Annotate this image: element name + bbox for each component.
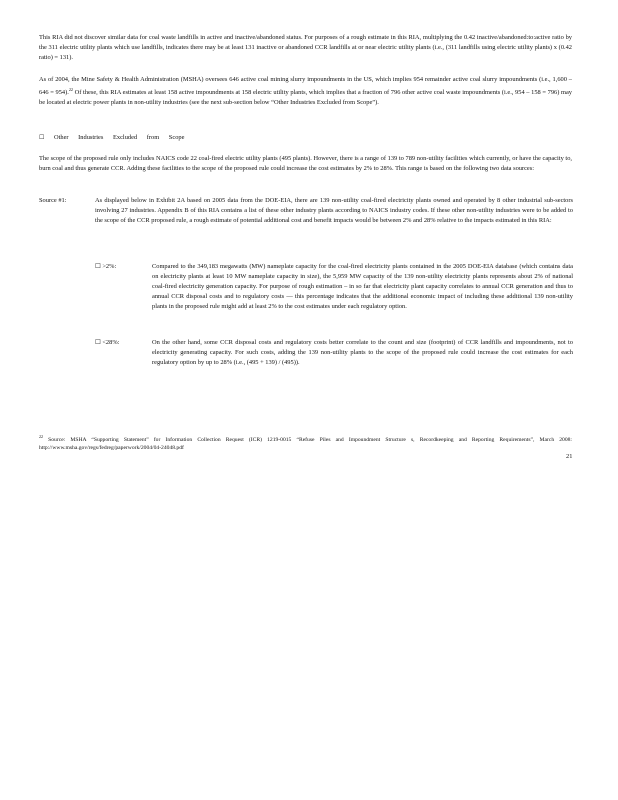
checkbox-bullet-icon: ☐ bbox=[39, 134, 45, 141]
footnote-reference: 22 bbox=[68, 87, 73, 92]
heading-word: from bbox=[146, 134, 160, 141]
paragraph-msha-text-a: As of 2004, the Mine Safety & Health Administration (MSHA) oversees 646 active coal mining slurry impoundments in the US, which implies 954 remainder active coal slurry impoundments (i.e., 1,600 – 646 = 954). bbox=[39, 76, 572, 96]
paragraph-msha-impoundments bbox=[39, 75, 572, 108]
bullet-label-above-2: ☐ >2%: bbox=[95, 263, 117, 270]
heading-word: Industries bbox=[78, 134, 104, 141]
paragraph-landfill-estimate: This RIA did not discover similar data for coal waste landfills in active and inactive/abandoned status. For purposes of a rough estimate in this RIA, multiplying the 0.42 inactive/abandoned:to:active ratio by the 311 electric utility plants which use landfills, indicates there may be at least 131 inactive or abandoned CCR landfills at or near electric utility plants (i.e., (311 landfills using electric utility plants) x (0.42 ratio) = 131). bbox=[39, 34, 572, 61]
heading-word: Excluded bbox=[113, 134, 138, 141]
paragraph-msha-text-b: Of these, this RIA estimates at least 158 active impoundments at 158 electric utility plants, which implies that a fraction of 796 other active coal waste impoundments (i.e., 954 – 158 = 796) may be located at electric power plants in non-utility industries (see the next sub-section below “Other Industries Excluded from Scope”). bbox=[39, 89, 572, 106]
page-number: 21 bbox=[566, 453, 573, 460]
source-body: As displayed below in Exhibit 2A based on 2005 data from the DOE-EIA, there are 139 non-utility coal-fired electricity plants owned and operated by 8 other industrial sub-sectors involving 27 industries. Appendix B of this RIA contains a list of these other industry plants according to NAICS industry codes. If these other non-utility industries were to be added to the scope of the CCR proposed rule, a rough estimate of potential additional cost and benefit impacts would be between 2% and 28% relative to the impacts estimated in this RIA: bbox=[95, 197, 573, 224]
bullet-body-below-28: On the other hand, some CCR disposal costs and regulatory costs better correlate to the count and size (footprint) of CCR landfills and impoundments, not to electricity generating capacity. For such costs, adding the 139 non-utility plants to the scope of the proposed rule could increase the cost estimates for each regulatory option by up to 28% (i.e., (495 + 139) / (495)). bbox=[152, 339, 573, 366]
heading-word: Other bbox=[54, 134, 69, 141]
paragraph-scope: The scope of the proposed rule only includes NAICS code 22 coal-fired electric utility plants (495 plants). However, there is a range of 139 to 789 non-utility facilities which currently, or have the capacity to, burn coal and thus generate CCR. Adding these facilities to the scope of the proposed rule could increase the cost estimates by 2% to 28%. This range is based on the following two data sources: bbox=[39, 155, 572, 172]
source-label: Source #1: bbox=[39, 197, 67, 204]
bullet-body-above-2: Compared to the 349,183 megawatts (MW) nameplate capacity for the coal-fired electricity plants contained in the 2005 DOE-EIA database (which contains data on electricity plants at least 10 MW nameplate capacity in size), the 5,959 MW capacity of the 139 non-utility electricity plants represents about 2% of national coal-fired electricity generation capacity. For purpose of rough estimation – in so far that electricity plant capacity correlates to annual CCR generation and thus to annual CCR disposal costs and to regulatory costs — this percentage indicates that the additional economic impact of including these additional 139 non-utility plants in the proposed rule might add at least 2% to the cost estimates under each regulatory option. bbox=[152, 263, 573, 310]
footnote-text: Source: MSHA “Supporting Statement” for Information Collection Request (ICR) 1219-0015 “Refuse Piles and Impoundment Structure s, Recordkeeping and Reporting Requirements”, March 2008: http://www.msha.gov/regs/fedreg/paperwork/2004/04-24048.pdf bbox=[39, 437, 572, 451]
bullet-label-below-28: ☐ <28%: bbox=[95, 339, 120, 346]
section-heading-other-industries bbox=[39, 133, 184, 143]
footnote bbox=[39, 433, 572, 452]
footnote-number: 22 bbox=[39, 434, 43, 439]
heading-word: Scope bbox=[168, 134, 185, 141]
